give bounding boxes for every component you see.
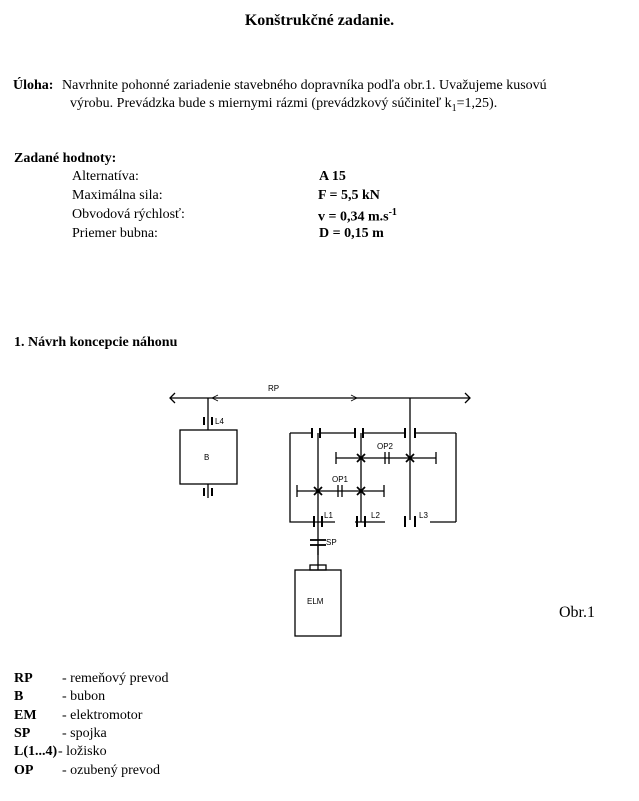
task-line-1: Navrhnite pohonné zariadenie stavebného dopravníka podľa obr.1. Uvažujeme kusovú: [62, 78, 547, 93]
given-row-label: Obvodová rýchlosť:: [72, 207, 185, 222]
sp-label: SP: [326, 538, 337, 547]
given-row-label: Maximálna sila:: [72, 188, 163, 203]
b-label: B: [204, 453, 210, 462]
task-line-2: výrobu. Prevádzka bude s miernymi rázmi (prevádzkový súčiniteľ $k_1=1,25$).: [70, 96, 498, 114]
legend-desc: - ozubený prevod: [62, 763, 160, 778]
task-label: Úloha:: [13, 78, 54, 93]
given-row-value: A 15: [319, 169, 346, 184]
legend-abbr: EM: [14, 708, 37, 723]
section-heading: 1. Návrh koncepcie náhonu: [14, 335, 178, 350]
given-row-value: v = 0,34 $m.s^{-1}$: [318, 207, 397, 225]
given-row-value: D = 0,15 m: [319, 226, 384, 241]
legend-abbr: OP: [14, 763, 34, 778]
legend-desc: - remeňový prevod: [62, 671, 169, 686]
figure-label: Obr.1: [559, 604, 595, 621]
given-values-label: Zadané hodnoty:: [14, 151, 117, 166]
l2-label: L2: [371, 511, 380, 520]
page-title: Konštrukčné zadanie.: [244, 12, 395, 29]
legend-desc: - elektromotor: [62, 708, 143, 723]
legend-abbr: L(1...4): [14, 744, 58, 759]
legend-desc: - ložisko: [58, 744, 107, 759]
given-row-value: F = 5,5 kN: [318, 188, 380, 203]
legend-abbr: B: [14, 689, 24, 704]
elm-label: ELM: [307, 597, 324, 606]
legend-abbr: RP: [14, 671, 33, 686]
l1-label: L1: [324, 511, 333, 520]
l3-label: L3: [419, 511, 428, 520]
l4-label: L4: [215, 417, 224, 426]
legend-abbr: SP: [14, 726, 31, 741]
given-row-label: Alternatíva:: [72, 169, 139, 184]
legend-desc: - bubon: [62, 689, 106, 704]
rp-label: RP: [268, 384, 280, 393]
legend-desc: - spojka: [62, 726, 107, 741]
op2-label: OP2: [377, 442, 394, 451]
op1-label: OP1: [332, 475, 349, 484]
given-row-label: Priemer bubna:: [72, 226, 158, 241]
